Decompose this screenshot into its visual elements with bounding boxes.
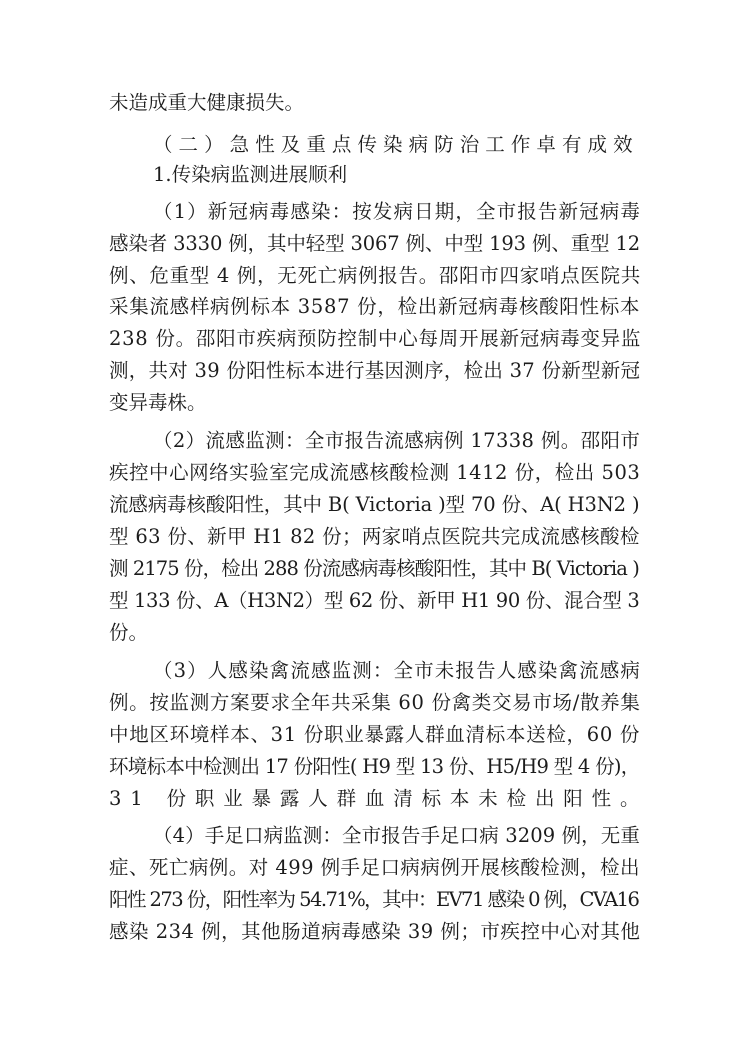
text-line: 份。 <box>109 621 149 644</box>
subsection-heading: 1.传染病监测进展顺利 <box>153 163 348 186</box>
text-line: 感染 234 例，其他肠道病毒感染 39 例；市疾控中心对其他 <box>109 920 641 943</box>
text-line: 症、死亡病例。对 499 例手足口病病例开展核酸检测，检出 <box>109 856 640 879</box>
text-line: 感染者 3330 例，其中轻型 3067 例、中型 193 例、重型 12 <box>109 232 640 255</box>
text-line: （3）人感染禽流感监测：全市未报告人感染禽流感病 <box>153 659 642 682</box>
text-line: （2）流感监测：全市报告流感病例 17338 例。邵阳市 <box>153 429 641 452</box>
text-line: 疾控中心网络实验室完成流感核酸检测 1412 份，检出 503 <box>109 461 641 484</box>
text-line: 例、危重型 4 例，无死亡病例报告。邵阳市四家哨点医院共 <box>109 264 641 287</box>
text-line: 环境标本中检测出 17 份阳性( H9 型 13 份、H5/H9 型 4 份)， <box>109 755 640 778</box>
text-line: 31 份职业暴露人群血清标本未检出阳性。 <box>109 787 649 810</box>
text-line: （4）手足口病监测：全市报告手足口病 3209 例，无重 <box>153 824 641 847</box>
text-line: 采集流感样病例标本 3587 份，检出新冠病毒核酸阳性标本 <box>109 295 641 318</box>
text-line: 测 2175 份，检出 288 份流感病毒核酸阳性，其中 B( Victoria ) <box>109 557 639 580</box>
text-line: 238 份。邵阳市疾病预防控制中心每周开展新冠病毒变异监 <box>109 327 642 350</box>
text-line: 测，共对 39 份阳性标本进行基因测序，检出 37 份新型新冠 <box>109 359 641 382</box>
text-line: 阳性 273 份，阳性率为 54.71%，其中：EV71 感染 0 例，CVA16 <box>109 888 639 911</box>
text-line: 型 133 份、A（H3N2）型 62 份、新甲 H1 90 份、混合型 3 <box>109 589 640 612</box>
text-line: 例。按监测方案要求全年共采集 60 份禽类交易市场/散养集 <box>109 691 641 714</box>
text-line: 中地区环境样本、31 份职业暴露人群血清标本送检，60 份 <box>109 723 641 746</box>
text-line: 型 63 份、新甲 H1 82 份；两家哨点医院共完成流感核酸检 <box>109 525 640 548</box>
section-heading: （二）急性及重点传染病防治工作卓有成效 <box>153 133 639 156</box>
text-line: （1）新冠病毒感染：按发病日期，全市报告新冠病毒 <box>153 200 642 223</box>
text-line: 未造成重大健康损失。 <box>109 91 305 114</box>
text-line: 变异毒株。 <box>109 391 207 414</box>
text-line: 流感病毒核酸阳性，其中 B( Victoria )型 70 份、A( H3N2 ) <box>109 493 640 516</box>
